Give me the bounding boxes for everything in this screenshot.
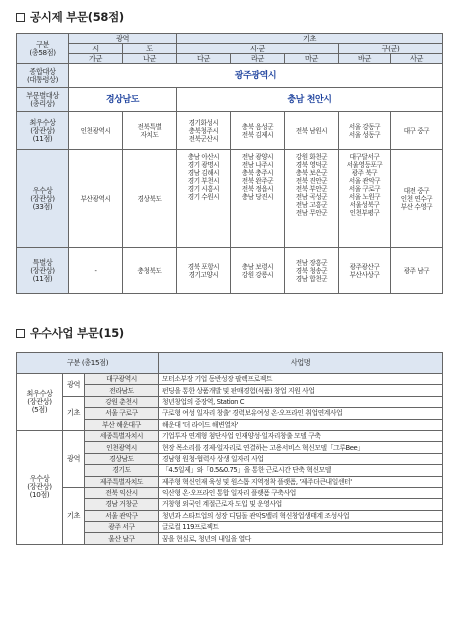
row-label: 최우수상 (장관상) (11점) <box>17 112 69 150</box>
special-sa: 광주 남구 <box>391 248 443 294</box>
row-project: 청년창업의 중장역, Station C <box>159 396 443 407</box>
row-project: 제주형 혁신인재 육성 및 원스톱 지역정착 플랫폼, '제주더큰내일센터' <box>159 476 443 487</box>
table-row <box>17 430 443 441</box>
top-si: 인천광역시 <box>69 112 123 150</box>
top-ma: 전북 남원시 <box>285 112 339 150</box>
group-basic-label: 기초 <box>63 396 85 430</box>
header-project: 사업명 <box>159 353 443 374</box>
row-org: 대구광역시 <box>85 374 159 385</box>
section2-title <box>16 325 124 341</box>
row-category-grand <box>17 88 443 112</box>
public-pledge-awards-table <box>16 33 443 294</box>
row-org: 부산 해운대구 <box>85 419 159 430</box>
table-row <box>17 487 443 498</box>
top-sa: 대구 중구 <box>391 112 443 150</box>
row-org: 세종특별자치시 <box>85 430 159 441</box>
special-do: 충청북도 <box>123 248 177 294</box>
row-excellence <box>17 150 443 248</box>
excellence-ba: 대구달서구 서울영등포구 광주 북구 서울 관악구 서울 구로구 서울 노원구 서울성북구 인천부평구 <box>339 150 391 248</box>
header-ba: 바군 <box>339 54 391 64</box>
excellent-projects-table <box>16 352 443 545</box>
row-project: 청년과 스타트업의 성장 디딤돌 관악S밸리 혁신창업생태계 조성사업 <box>159 510 443 521</box>
row-org: 강원 춘천시 <box>85 396 159 407</box>
row-label: 부문별대상 (총리상) <box>17 88 69 112</box>
header-na: 나군 <box>123 54 177 64</box>
row-org: 서울 구로구 <box>85 408 159 419</box>
row-project: 현장 목소리를 경제·일자리로 연결하는 고용서비스 혁신모델「그루Bee」 <box>159 442 443 453</box>
header-ma: 마군 <box>285 54 339 64</box>
header-category: 구분 (총15점) <box>17 353 159 374</box>
special-ba: 광주광산구 부산사상구 <box>339 248 391 294</box>
group-basic-label: 기초 <box>63 487 85 544</box>
excellence-do: 경상북도 <box>123 150 177 248</box>
checkbox-square-icon <box>16 329 25 338</box>
row-project: 익산형 온·오프라인 통합 일자리 플랫폼 구축사업 <box>159 487 443 498</box>
row-top <box>17 112 443 150</box>
group-wide-label: 광역 <box>63 374 85 397</box>
table-row <box>17 374 443 385</box>
row-project: 기업투자 연계형 첨단사업 인재양성·일자리창출 모델 구축 <box>159 430 443 441</box>
row-org: 울산 남구 <box>85 533 159 544</box>
row-org: 광주 서구 <box>85 522 159 533</box>
group-wide-label: 광역 <box>63 430 85 487</box>
special-ra: 충남 보령시 강원 강릉시 <box>231 248 285 294</box>
top-ra: 충북 음성군 전북 김제시 <box>231 112 285 150</box>
section2-title-text: 우수사업 부문(15) <box>30 326 124 340</box>
category-grand-basic: 충남 천안시 <box>177 88 443 112</box>
row-project: 해운대 '더 라이드 해변열차' <box>159 419 443 430</box>
special-ma: 전남 장흥군 경북 청송군 경남 합천군 <box>285 248 339 294</box>
row-label: 특별상 (장관상) (11점) <box>17 248 69 294</box>
row-project: 구로형 여성 일자리 창출' 경력보유여성 온·오프라인 취업연계사업 <box>159 408 443 419</box>
top-do: 전북특별 자치도 <box>123 112 177 150</box>
row-project: 꿈을 현실로, 청년의 내일을 열다 <box>159 533 443 544</box>
row-org: 경기도 <box>85 465 159 476</box>
group-top-label: 최우수상 (장관상) (5점) <box>17 374 63 431</box>
excellence-ra: 전남 광양시 전남 나주시 충북 충주시 전북 완주군 전북 정읍시 충남 당진시 <box>231 150 285 248</box>
header-category: 구분 (총58점) <box>17 34 69 64</box>
top-ba: 서울 강동구 서울 성동구 <box>339 112 391 150</box>
top-da: 경기화성시 충북청주시 전북군산시 <box>177 112 231 150</box>
excellence-sa: 대전 중구 인천 연수구 부산 수영구 <box>391 150 443 248</box>
header-gu: 구(군) <box>339 44 443 54</box>
row-project: 펀딩을 통한 상품개발 및 판매경험(식품) 창업 지원 사업 <box>159 385 443 396</box>
group-excellence-label: 우수상 (장관상) (10점) <box>17 430 63 544</box>
header-sa: 사군 <box>391 54 443 64</box>
row-project: 모터소부장 기업 동반성장 팔렉프로젝트 <box>159 374 443 385</box>
row-org: 경상남도 <box>85 453 159 464</box>
header-da: 다군 <box>177 54 231 64</box>
row-org: 전라남도 <box>85 385 159 396</box>
row-overall <box>17 64 443 88</box>
header-ra: 라군 <box>231 54 285 64</box>
special-da: 경북 포항시 경기고양시 <box>177 248 231 294</box>
section1-title <box>16 9 124 25</box>
overall-winner: 광주광역시 <box>69 64 443 88</box>
row-project: 거창형 외국인 계절근로자 도입 및 운영사업 <box>159 499 443 510</box>
row-label: 종합대상 (대통령상) <box>17 64 69 88</box>
row-label: 우수상 (장관상) (33점) <box>17 150 69 248</box>
excellence-da: 충남 아산시 경기 광명시 경남 김해시 경기 부천시 경기 시흥시 경기 수원시 <box>177 150 231 248</box>
row-project: 「4.5일제」와「0.5&0.75」을 통한 근로시간 단축 혁신모델 <box>159 465 443 476</box>
header-do: 도 <box>123 44 177 54</box>
row-project: 글로컬 119프로젝트 <box>159 522 443 533</box>
row-org: 서울 관악구 <box>85 510 159 521</box>
header-basic: 기초 <box>177 34 443 44</box>
section1-title-text: 공시제 부문(58점) <box>30 10 124 24</box>
header-si: 시 <box>69 44 123 54</box>
table-row <box>17 396 443 407</box>
row-org: 전북 익산시 <box>85 487 159 498</box>
header-wide: 광역 <box>69 34 177 44</box>
row-special <box>17 248 443 294</box>
row-org: 제주특별자치도 <box>85 476 159 487</box>
header-ga: 가군 <box>69 54 123 64</box>
special-si: - <box>69 248 123 294</box>
row-project: 경남형 원청-협력사 상생 일자리 사업 <box>159 453 443 464</box>
excellence-si: 부산광역시 <box>69 150 123 248</box>
header-sigun: 시·군 <box>177 44 339 54</box>
row-org: 인천광역시 <box>85 442 159 453</box>
row-org: 경남 거창군 <box>85 499 159 510</box>
excellence-ma: 강원 화천군 경북 영덕군 충북 보은군 전북 진안군 전북 부안군 전남 곡성군 전남 고흥군 전남 무안군 <box>285 150 339 248</box>
category-grand-wide: 경상남도 <box>69 88 177 112</box>
checkbox-square-icon <box>16 13 25 22</box>
